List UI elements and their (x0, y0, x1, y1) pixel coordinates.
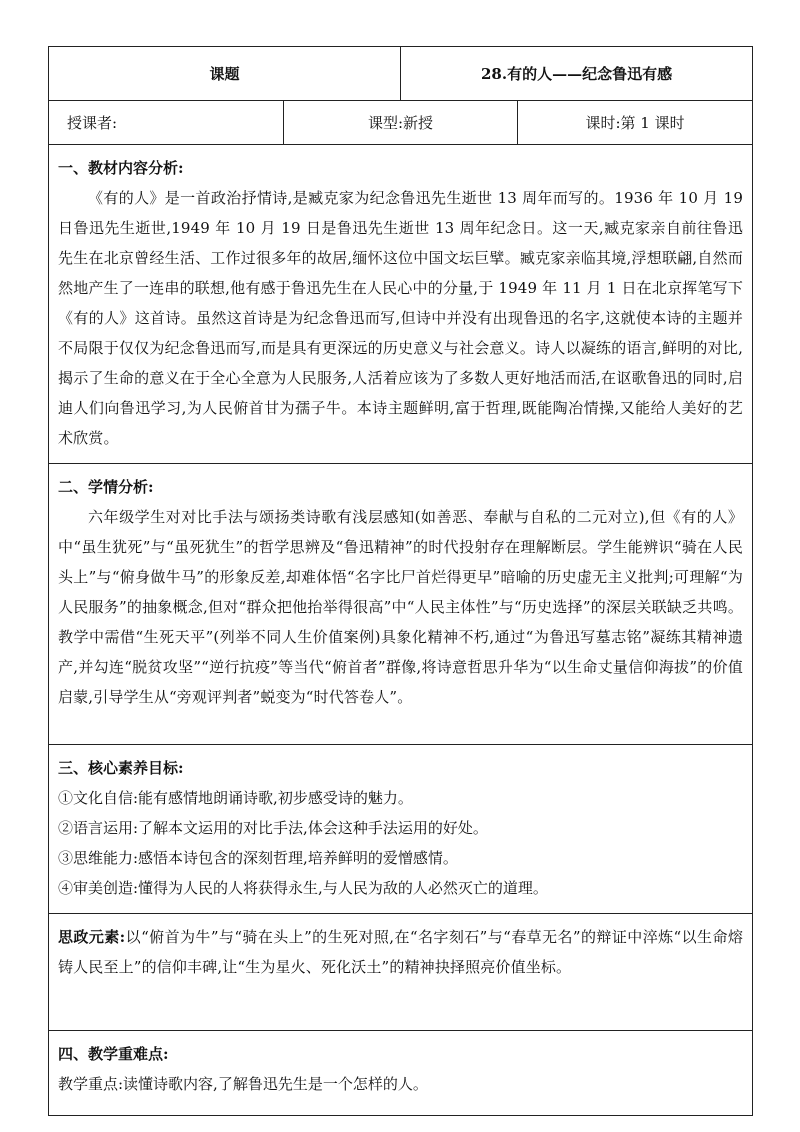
keypoints-title: 四、教学重难点: (58, 1045, 169, 1063)
material-section (49, 145, 753, 464)
keypoints-section (49, 1031, 753, 1116)
material-text: 《有的人》是一首政治抒情诗,是臧克家为纪念鲁迅先生逝世 13 周年而写的。1936 年 10 月 19 日鲁迅先生逝世,1949 年 10 月 19 日是鲁迅先生逝世 13 周年纪念日。这一天,臧克家亲自前往鲁迅先生在北京曾经生活、工作过很多年的故居,缅怀这位中国文坛巨擘。臧克家亲临其境,浮想联翩,自然而然地产生了一连串的联想,他有感于鲁迅先生在人民心中的分量,于 1949 年 11 月 1 日在北京挥笔写下《有的人》这首诗。虽然这首诗是为纪念鲁迅而写,但诗中并没有出现鲁迅的名字,这就使本诗的主题并不局限于仅仅为纪念鲁迅而写,而是具有更深远的历史意义与社会意义。诗人以凝练的语言,鲜明的对比,揭示了生命的意义在于全心全意为人民服务,人活着应该为了多数人更好地活而活,在讴歌鲁迅的同时,启迪人们向鲁迅学习,为人民俯首甘为孺子牛。本诗主题鲜明,富于哲理,既能陶冶情操,又能给人美好的艺术欣赏。 (58, 189, 744, 447)
goal-item: ①文化自信:能有感情地朗诵诗歌,初步感受诗的魅力。 (58, 789, 413, 807)
topic-row (49, 47, 753, 101)
material-title: 一、教材内容分析: (58, 159, 184, 177)
goals-title: 三、核心素养目标: (58, 759, 184, 777)
goal-item: ④审美创造:懂得为人民的人将获得永生,与人民为敌的人必然灭亡的道理。 (58, 879, 548, 897)
lesson-plan-page (48, 46, 752, 1116)
meta-row (49, 101, 753, 145)
ideology-section (49, 914, 753, 1031)
ideology-paragraph (58, 922, 743, 982)
teacher-cell: 授课者: (49, 101, 284, 145)
goal-item: ②语言运用:了解本文运用的对比手法,体会这种手法运用的好处。 (58, 819, 488, 837)
goals-section (49, 745, 753, 914)
topic-value: 28.有的人——纪念鲁迅有感 (401, 47, 753, 101)
keypoints-text: 教学重点:读懂诗歌内容,了解鲁迅先生是一个怎样的人。 (58, 1075, 428, 1093)
ideology-label: 思政元素: (58, 928, 126, 946)
lesson-plan-table (48, 46, 753, 1116)
goal-item: ③思维能力:感悟本诗包含的深刻哲理,培养鲜明的爱憎感情。 (58, 849, 458, 867)
class-hours-cell: 课时:第 1 课时 (518, 101, 753, 145)
topic-label: 课题 (49, 47, 401, 101)
ideology-text: 以“俯首为牛”与“骑在头上”的生死对照,在“名字刻石”与“春草无名”的辩证中淬炼“以生命熔铸人民至上”的信仰丰碑,让“生为星火、死化沃土”的精神抉择照亮价值坐标。 (58, 928, 744, 976)
students-title: 二、学情分析: (58, 478, 154, 496)
class-type-cell: 课型:新授 (284, 101, 518, 145)
students-text: 六年级学生对对比手法与颂扬类诗歌有浅层感知(如善恶、奉献与自私的二元对立),但《有的人》中“虽生犹死”与“虽死犹生”的哲学思辨及“鲁迅精神”的时代投射存在理解断层。学生能辨识“骑在人民头上”与“俯身做牛马”的形象反差,却难体悟“名字比尸首烂得更早”暗喻的历史虚无主义批判;可理解“为人民服务”的抽象概念,但对“群众把他抬举得很高”中“人民主体性”与“历史选择”的深层关联缺乏共鸣。教学中需借“生死天平”(列举不同人生价值案例)具象化精神不朽,通过“为鲁迅写墓志铭”凝练其精神遗产,并勾连“脱贫攻坚”“逆行抗疫”等当代“俯首者”群像,将诗意哲思升华为“以生命丈量信仰海拔”的价值启蒙,引导学生从“旁观评判者”蜕变为“时代答卷人”。 (58, 508, 744, 706)
students-section (49, 464, 753, 745)
